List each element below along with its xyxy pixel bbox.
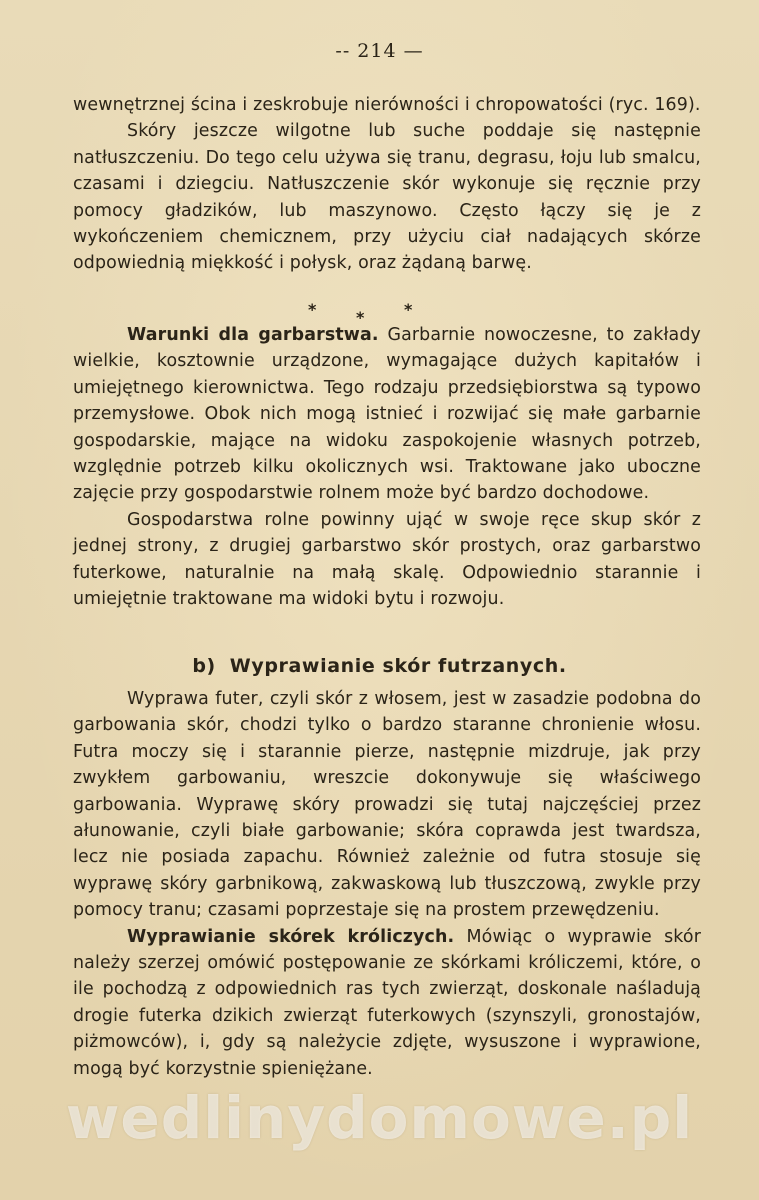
section-heading-title: Wyprawianie skór futrzanych. [229, 655, 567, 677]
asterisk: * [404, 300, 413, 319]
asterisk: * [308, 300, 317, 319]
paragraph-lead: Wyprawianie skórek króliczych. [127, 926, 455, 947]
asterisk: * [356, 308, 365, 327]
paragraph-text: Garbarnie nowoczesne, to zakłady wielkie, kosztownie urządzone, wymagające dużych kapitałów i umiejętnego kierownictwa. Tego rodzaju przedsiębiorstwa są typowo przemysłowe. Obok nich mogą istnieć i rozwijać się małe garbarnie gospodarskie, mające na widoku zaspokojenie własnych potrzeb, względnie potrzeb kilku okolicznych wsi. Traktowane jako uboczne zajęcie przy gospodarstwie rolnem może być bardzo dochodowe. [73, 325, 701, 504]
paragraph-text: Mówiąc o wyprawie skór należy szerzej omówić postępowanie ze skórkami króliczemi, które, o ile pochodzą z odpowiednich ras tych zwierząt, doskonale naśladują drogie futerka dzikich zwierząt futerkowych (szynszyli, gronostajów, piżmowców), i, gdy są należycie zdjęte, wysuszone i wyprawione, mogą być korzystnie spieniężane. [73, 926, 701, 1079]
paragraph-continuation: wewnętrznej ścina i zeskrobuje nierówności i chropowatości (ryc. 169). [73, 95, 701, 115]
paragraph-gospodarstwa: Gospodarstwa rolne powinny ująć w swoje ręce skup skór z jednej strony, z drugiej garbarstwo skór prostych, oraz garbarstwo futerkowe, naturalnie na małą skalę. Odpowiednio starannie i umiejętnie traktowane ma widoki bytu i rozwoju. [73, 509, 701, 610]
text-block-garbarstwo [73, 322, 701, 612]
paragraph-wyprawa-futer: Wyprawa futer, czyli skór z włosem, jest w zasadzie podobna do garbowania skór, chodzi tylko o bardzo staranne chronienie włosu. Futra moczy się i starannie pierze, następnie mizdruje, jak przy zwykłem garbowaniu, wreszcie dokonywuje się właściwego garbowania. Wyprawę skóry prowadzi się tutaj najczęściej przez ałunowanie, czyli białe garbowanie; skóra coprawda jest twardsza, lecz nie posiada zapachu. Również zależnie od futra stosuje się wyprawę skóry garbnikową, zakwaskową lub tłuszczową, zwykle przy pomocy tranu; czasami poprzestaje się na prostem przewędzeniu. [73, 689, 701, 921]
text-block-top [73, 92, 701, 277]
text-block-futra [73, 686, 701, 1082]
paragraph-warunki [73, 322, 701, 507]
paragraph-natluszczenie: Skóry jeszcze wilgotne lub suche poddaje się następnie natłuszczeniu. Do tego celu używa się tranu, degrasu, łoju lub smalcu, czasami i dziegciu. Natłuszczenie skór wykonuje się ręcznie przy pomocy gładzików, lub maszynowo. Często łączy się je z wykończeniem chemicznem, przy użyciu ciał nadających skórze odpowiednią miękkość i połysk, oraz żądaną barwę. [73, 121, 701, 274]
paragraph-skorki-krolicze [73, 924, 701, 1082]
section-heading [0, 655, 759, 677]
paragraph-lead: Warunki dla garbarstwa. [127, 325, 379, 345]
watermark: wedlinydomowe.pl [65, 1084, 694, 1152]
section-heading-label: b) [192, 655, 216, 677]
page-number: -- 214 — [335, 40, 424, 62]
